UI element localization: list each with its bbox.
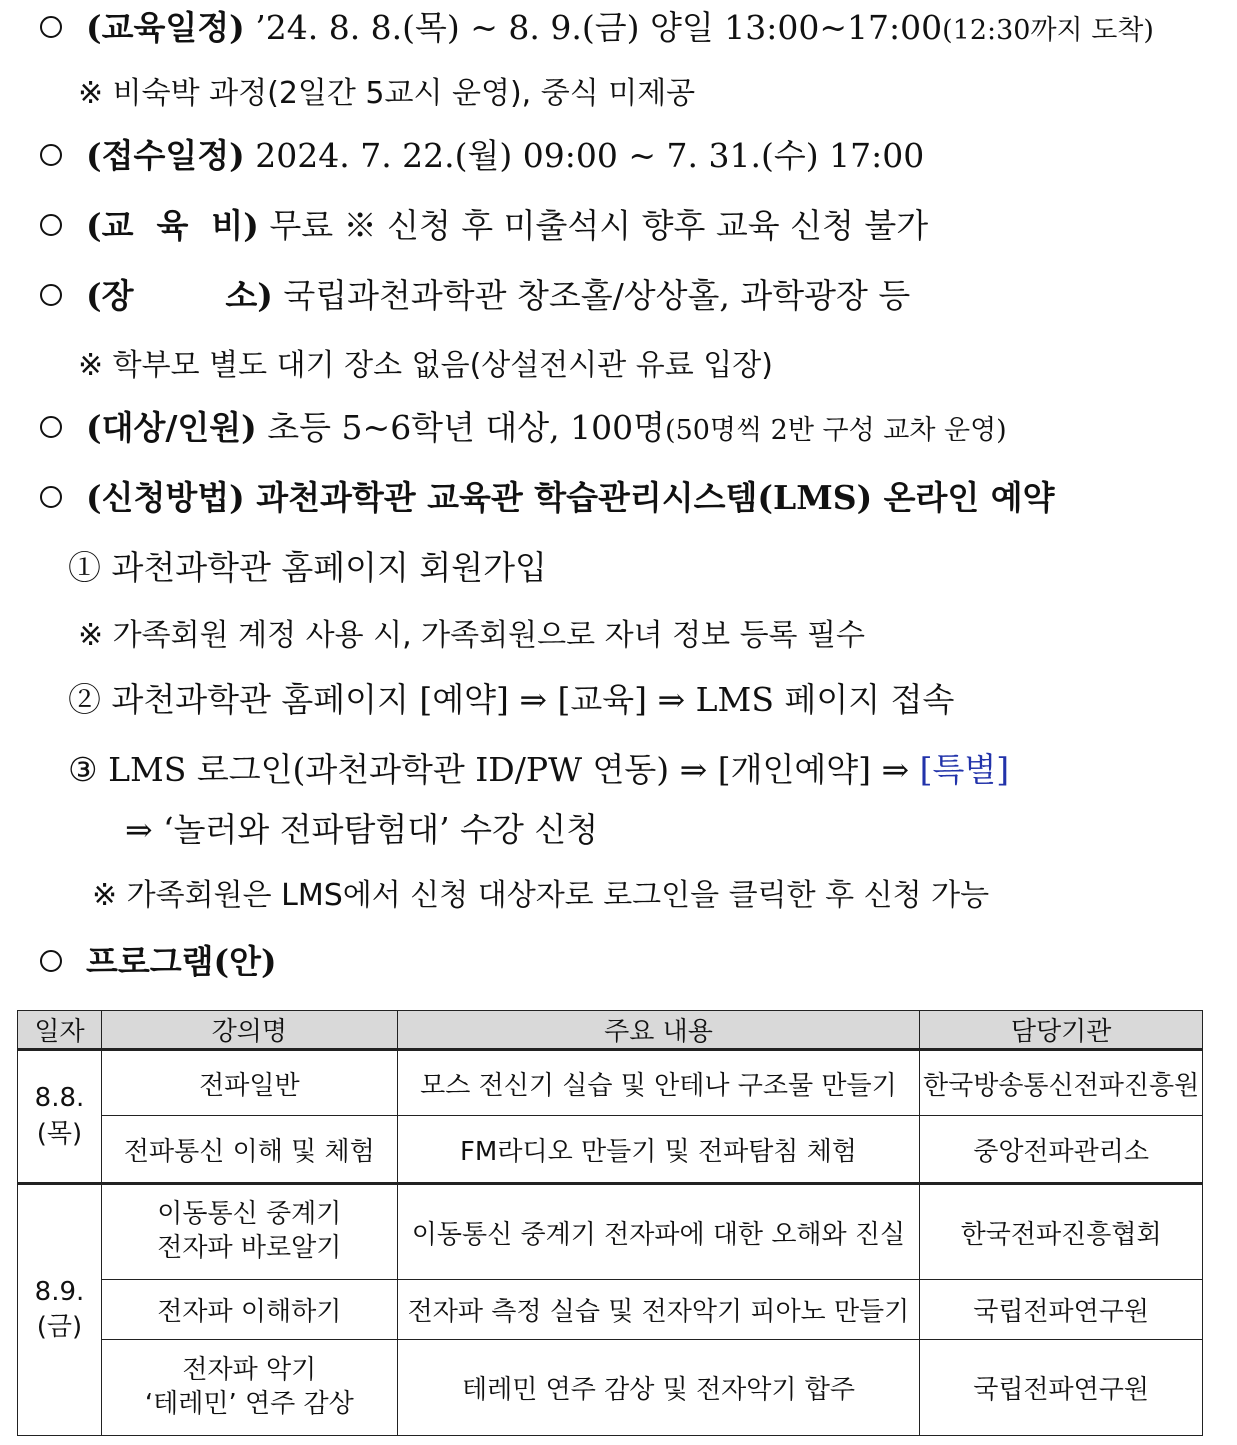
schedule-suffix: (12:30까지 도착) <box>942 15 1154 46</box>
program-title-line <box>40 936 277 983</box>
method-text: 과천과학관 교육관 학습관리시스템(LMS) 온라인 예약 <box>256 478 1055 517</box>
place-note: ※ 학부모 별도 대기 장소 없음(상설전시관 유료 입장) <box>78 348 773 383</box>
place-text: 국립과천과학관 창조홀/상상홀, 과학광장 등 <box>283 276 911 315</box>
program-title: 프로그램(안) <box>86 942 277 981</box>
schedule-label: (교육일정) <box>86 8 245 47</box>
lecture-cell: 전자파 이해하기 <box>101 1280 397 1340</box>
circle-bullet-icon <box>40 416 62 438</box>
circle-bullet-icon <box>40 950 62 972</box>
header-content: 주요 내용 <box>397 1011 920 1050</box>
content-cell: FM라디오 만들기 및 전파탐침 체험 <box>397 1116 920 1184</box>
place-line <box>40 270 910 317</box>
table-row <box>18 1280 1203 1340</box>
place-label: (장 소) <box>86 276 273 315</box>
circle-bullet-icon <box>40 284 62 306</box>
circle-bullet-icon <box>40 214 62 236</box>
content-cell: 이동통신 중계기 전자파에 대한 오해와 진실 <box>397 1184 920 1280</box>
table-row <box>18 1050 1203 1116</box>
target-line <box>40 402 1007 449</box>
circle-bullet-icon <box>40 486 62 508</box>
org-cell: 한국방송통신전파진흥원 <box>920 1050 1203 1116</box>
lecture-cell: 전파통신 이해 및 체험 <box>101 1116 397 1184</box>
table-row <box>18 1116 1203 1184</box>
org-cell: 중앙전파관리소 <box>920 1116 1203 1184</box>
schedule-text: ’24. 8. 8.(목) ~ 8. 9.(금) 양일 13:00~17:00 <box>255 8 943 47</box>
registration-text: 2024. 7. 22.(월) 09:00 ~ 7. 31.(수) 17:00 <box>255 136 925 175</box>
org-cell: 국립전파연구원 <box>920 1280 1203 1340</box>
step-3-note: ※ 가족회원은 LMS에서 신청 대상자로 로그인을 클릭한 후 신청 가능 <box>92 878 990 913</box>
table-row <box>18 1340 1203 1436</box>
lecture-cell: 전자파 악기 ‘테레민’ 연주 감상 <box>101 1340 397 1436</box>
fee-label: (교 육 비) <box>86 206 259 245</box>
header-lecture: 강의명 <box>101 1011 397 1050</box>
program-table <box>17 1010 1203 1436</box>
target-label: (대상/인원) <box>86 408 257 447</box>
org-cell: 국립전파연구원 <box>920 1340 1203 1436</box>
step-2: ② 과천과학관 홈페이지 [예약] ⇒ [교육] ⇒ LMS 페이지 접속 <box>68 680 955 719</box>
target-suffix: (50명씩 2반 구성 교차 운영) <box>665 415 1007 446</box>
step-3-continued: ⇒ ‘놀러와 전파탐험대’ 수강 신청 <box>125 810 599 849</box>
step-3 <box>68 744 1009 791</box>
content-cell: 전자파 측정 실습 및 전자악기 피아노 만들기 <box>397 1280 920 1340</box>
method-label: (신청방법) <box>86 478 245 517</box>
content-cell: 모스 전신기 실습 및 안테나 구조물 만들기 <box>397 1050 920 1116</box>
step-1: ① 과천과학관 홈페이지 회원가입 <box>68 548 547 587</box>
schedule-note: ※ 비숙박 과정(2일간 5교시 운영), 중식 미제공 <box>78 76 696 111</box>
circle-bullet-icon <box>40 16 62 38</box>
content-cell: 테레민 연주 감상 및 전자악기 합주 <box>397 1340 920 1436</box>
schedule-line <box>40 2 1154 49</box>
table-row <box>18 1184 1203 1280</box>
lecture-cell: 전파일반 <box>101 1050 397 1116</box>
lecture-cell: 이동통신 중계기 전자파 바로알기 <box>101 1184 397 1280</box>
date-cell-day1: 8.8. (목) <box>18 1050 102 1184</box>
step-3-text: ③ LMS 로그인(과천과학관 ID/PW 연동) ⇒ [개인예약] ⇒ <box>68 750 910 789</box>
header-org: 담당기관 <box>920 1011 1203 1050</box>
step-3-special-link: [특별] <box>919 750 1010 789</box>
date-cell-day2: 8.9. (금) <box>18 1184 102 1436</box>
header-date: 일자 <box>18 1011 102 1050</box>
method-line <box>40 472 1055 519</box>
registration-label: (접수일정) <box>86 136 245 175</box>
fee-text: 무료 ※ 신청 후 미출석시 향후 교육 신청 불가 <box>269 206 929 245</box>
target-text: 초등 5~6학년 대상, 100명 <box>267 408 666 447</box>
fee-line <box>40 200 928 247</box>
org-cell: 한국전파진흥협회 <box>920 1184 1203 1280</box>
registration-line <box>40 130 924 177</box>
step-1-note: ※ 가족회원 계정 사용 시, 가족회원으로 자녀 정보 등록 필수 <box>78 618 866 653</box>
circle-bullet-icon <box>40 144 62 166</box>
